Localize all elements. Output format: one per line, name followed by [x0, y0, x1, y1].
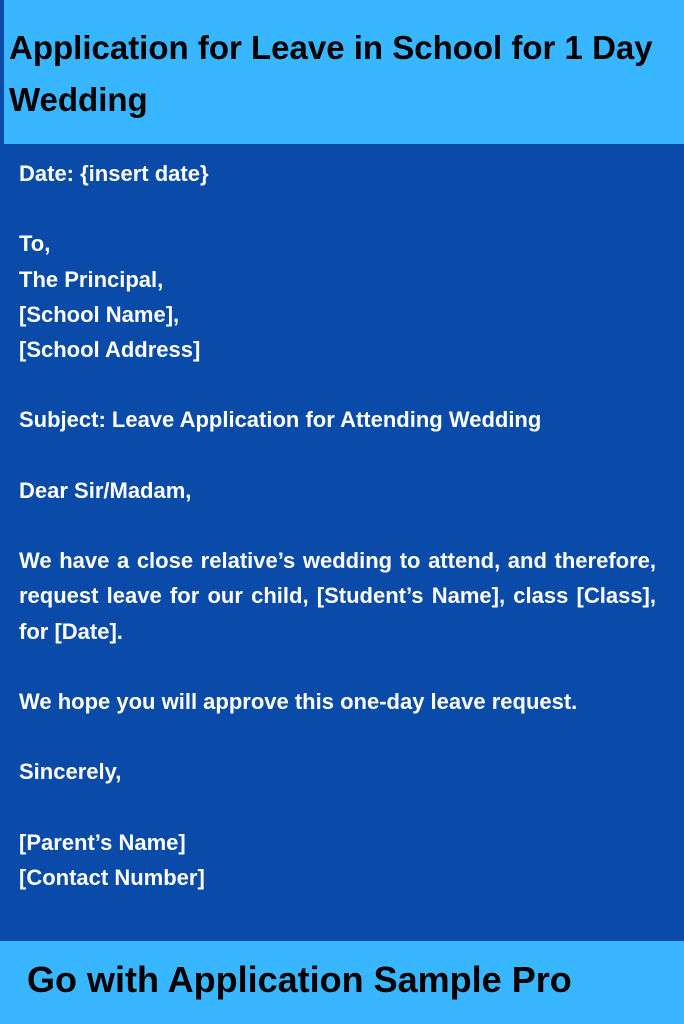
footer-text: Go with Application Sample Pro — [27, 959, 572, 1000]
spacer — [19, 719, 656, 754]
to-line: To, — [19, 231, 51, 257]
school-address-line: [School Address] — [19, 337, 201, 362]
spacer — [19, 191, 656, 226]
spacer — [19, 790, 656, 825]
body-paragraph-approval: We hope you will approve this one-day leave request. — [19, 688, 578, 714]
date-line: Date: {insert date} — [19, 161, 209, 186]
salutation-line: Dear Sir/Madam, — [19, 477, 192, 503]
contact-number-line: [Contact Number] — [19, 864, 205, 890]
school-name-line: [School Name], — [19, 301, 180, 327]
spacer — [19, 508, 656, 543]
title-banner — [0, 0, 684, 144]
letter-content — [19, 156, 656, 895]
footer-banner — [0, 941, 684, 1024]
closing-line: Sincerely, — [19, 759, 122, 785]
subject-line: Subject: Leave Application for Attending Wedding — [19, 407, 542, 433]
spacer — [19, 367, 656, 402]
body-paragraph-request: We have a close relative’s wedding to attend, and therefore, request leave for our child, [Student’s Name], class [Class], for [Date]. — [19, 548, 656, 644]
spacer — [19, 438, 656, 473]
spacer — [19, 649, 656, 684]
page-title: Application for Leave in School for 1 Day Wedding — [9, 29, 653, 118]
parent-name-line: [Parent’s Name] — [19, 829, 186, 855]
recipient-line: The Principal, — [19, 266, 164, 292]
